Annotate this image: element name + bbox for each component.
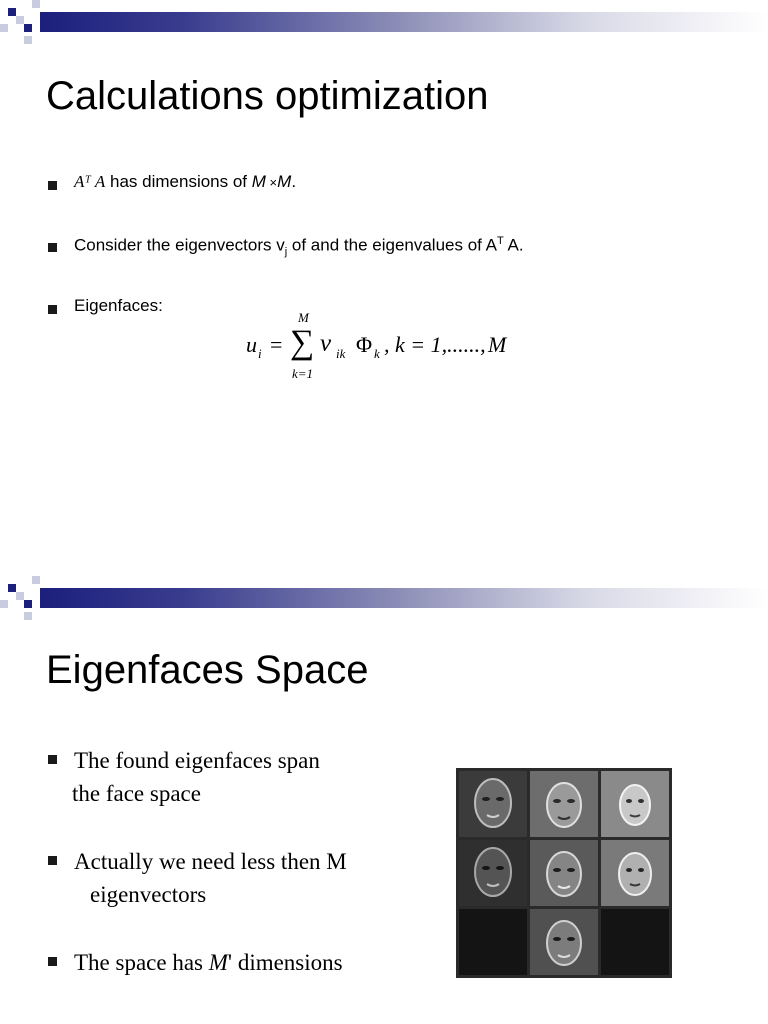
eigenface-formula: u i = M ∑ k=1 ν ik Φ k , k = 1,......, M <box>246 310 507 381</box>
bullet-less-line1: Actually we need less then M <box>74 849 347 874</box>
eigenface-tile <box>601 909 669 975</box>
eigenface-tile <box>459 771 527 837</box>
header-decoration <box>0 0 768 48</box>
eigenface-tile <box>530 771 598 837</box>
eigenface-tile <box>530 840 598 906</box>
eigenface-tile <box>530 909 598 975</box>
header-gradient-bar <box>40 588 768 608</box>
bullet-square-icon <box>48 957 57 966</box>
bullet-square-icon <box>48 181 57 190</box>
sum-symbol: ∑ <box>290 324 315 361</box>
eigenface-tile <box>601 771 669 837</box>
bullet-square-icon <box>48 856 57 865</box>
bullet-space-dimensions: The space has M' dimensions <box>74 950 343 975</box>
bullet-square-icon <box>48 305 57 314</box>
slide-eigenfaces-space <box>0 576 768 1024</box>
eigenface-tile <box>459 909 527 975</box>
eigenfaces-image <box>456 768 672 978</box>
bullet-square-icon <box>48 755 57 764</box>
bullet-eigenfaces: Eigenfaces: <box>74 296 163 315</box>
eigenface-tile <box>601 840 669 906</box>
slide-title: Eigenfaces Space <box>46 648 369 692</box>
header-decoration <box>0 576 768 624</box>
header-gradient-bar <box>40 12 768 32</box>
bullet-ata-dimensions: Aᵀ A has dimensions of M ×M. <box>74 172 297 191</box>
ata-symbol: Aᵀ A <box>74 172 106 191</box>
bullet-square-icon <box>48 243 57 252</box>
bullet-span-line1: The found eigenfaces span <box>74 748 320 773</box>
bullet-eigenvectors: Consider the eigenvectors $v_j$ of and the eigenvalues of $A^T$ A. <box>74 235 524 259</box>
bullet-span-line2: the face space <box>72 781 201 806</box>
eigenface-tile <box>459 840 527 906</box>
slide-title: Calculations optimization <box>46 74 489 118</box>
bullet-less-line2: eigenvectors <box>90 882 207 907</box>
